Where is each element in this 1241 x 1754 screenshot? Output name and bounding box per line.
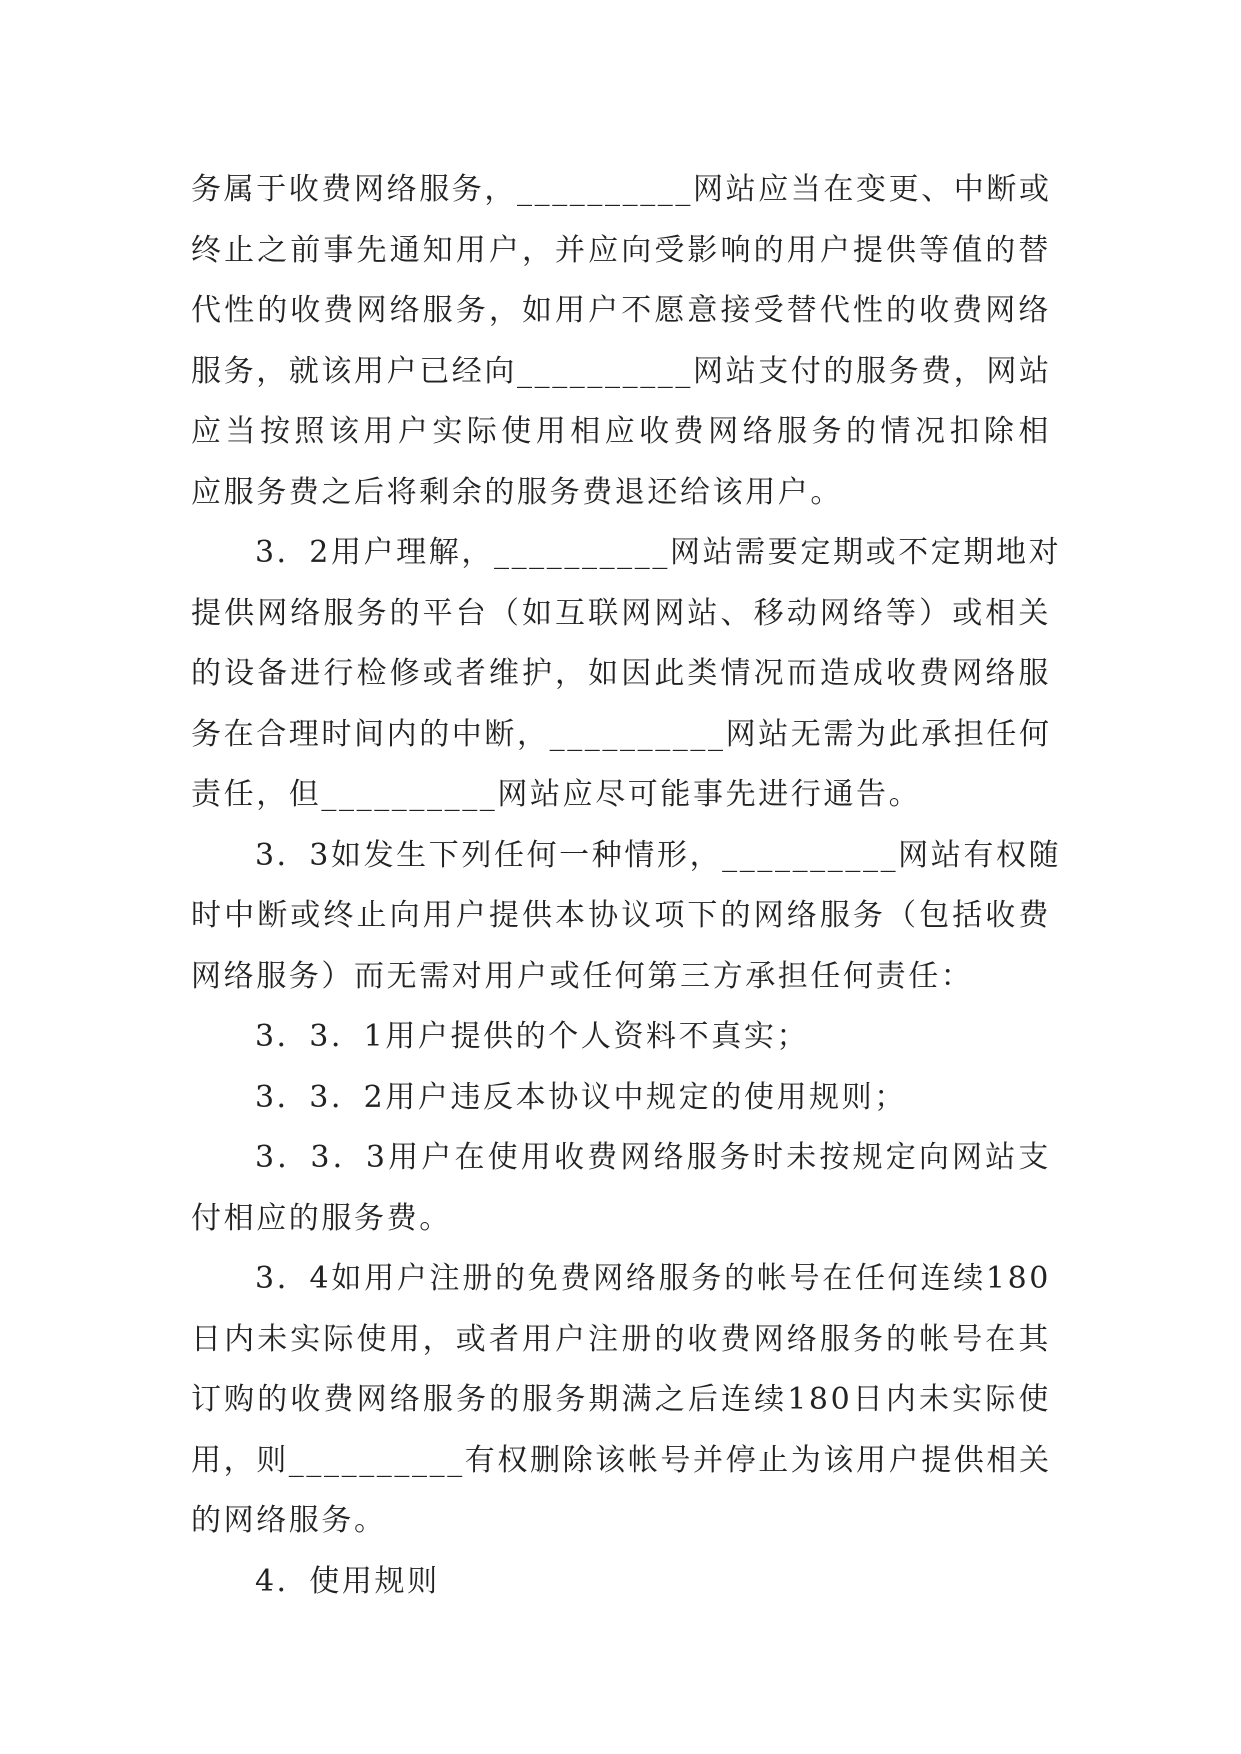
clause-3-3-2: 3．3．2用户违反本协议中规定的使用规则； <box>255 1079 907 1115</box>
text-line: 提供网络服务的平台（如互联网网站、移动网络等）或相关 <box>191 595 1051 631</box>
text-line: 代性的收费网络服务，如用户不愿意接受替代性的收费网络 <box>191 293 1051 328</box>
section-4-heading: 4．使用规则 <box>255 1563 440 1599</box>
text-line: 责任，但__________网站应尽可能事先进行通告。 <box>191 777 922 812</box>
text-line: 应当按照该用户实际使用相应收费网络服务的情况扣除相 <box>191 414 1051 449</box>
text-line: 用，则__________有权删除该帐号并停止为该用户提供相关 <box>191 1442 1052 1478</box>
document-body <box>191 160 1062 1612</box>
clause-3-2-heading: 3．2用户理解，__________网站需要定期或不定期地对 <box>255 535 1062 570</box>
text-line: 的网络服务。 <box>191 1503 387 1538</box>
text-line: 日内未实际使用，或者用户注册的收费网络服务的帐号在其 <box>191 1321 1051 1357</box>
text-line: 务在合理时间内的中断，__________网站无需为此承担任何 <box>191 716 1052 752</box>
text-line: 订购的收费网络服务的服务期满之后连续180日内未实际使 <box>191 1382 1051 1417</box>
text-line: 应服务费之后将剩余的服务费退还给该用户。 <box>191 474 843 510</box>
text-line: 终止之前事先通知用户，并应向受影响的用户提供等值的替 <box>191 232 1051 268</box>
clause-3-3-heading: 3．3如发生下列任何一种情形，__________网站有权随 <box>255 837 1062 873</box>
clause-3-3-3: 3．3．3用户在使用收费网络服务时未按规定向网站支 <box>255 1140 1051 1175</box>
clause-3-3-1: 3．3．1用户提供的个人资料不真实； <box>255 1019 810 1054</box>
clause-3-4-heading: 3．4如用户注册的免费网络服务的帐号在任何连续180 <box>255 1261 1051 1296</box>
text-line: 付相应的服务费。 <box>191 1200 452 1236</box>
text-line: 时中断或终止向用户提供本协议项下的网络服务（包括收费 <box>191 898 1051 933</box>
text-line: 的设备进行检修或者维护，如因此类情况而造成收费网络服 <box>191 656 1051 691</box>
text-line: 网络服务）而无需对用户或任何第三方承担任何责任： <box>191 958 974 994</box>
text-line: 服务，就该用户已经向__________网站支付的服务费，网站 <box>191 353 1052 389</box>
text-line: 务属于收费网络服务，__________网站应当在变更、中断或 <box>191 172 1052 207</box>
